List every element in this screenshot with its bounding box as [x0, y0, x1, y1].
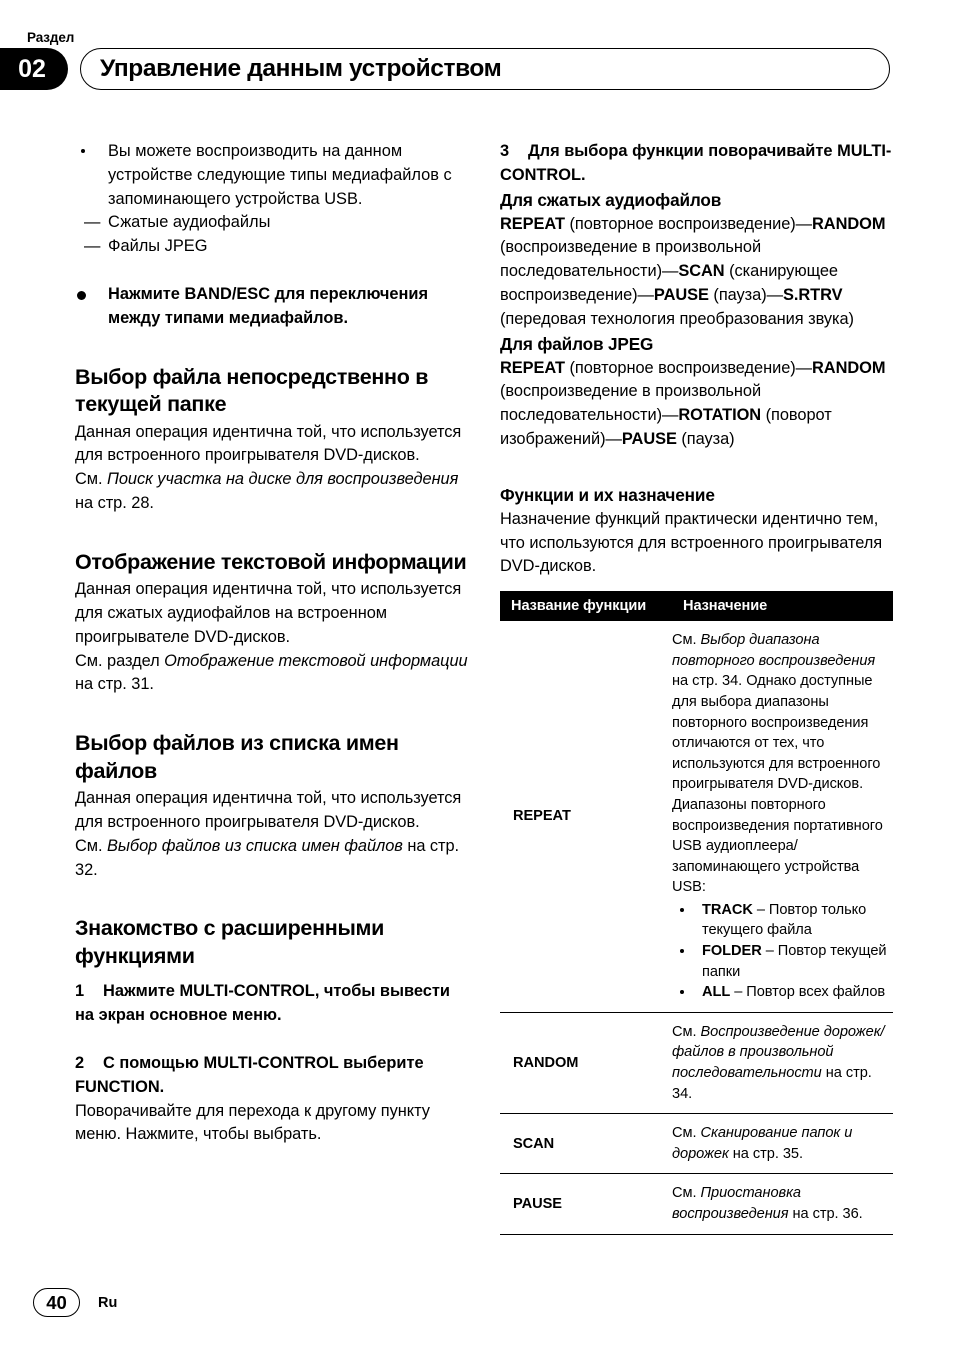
function-pause: PAUSE [621, 429, 677, 448]
function-repeat-desc: (повторное воспроизведение)— [564, 214, 813, 233]
step-3 [500, 140, 896, 188]
see-title: Сканирование папок и дорожек [672, 1125, 853, 1162]
spacer [75, 882, 471, 915]
table-row [500, 1012, 893, 1113]
table-cell-purpose [672, 621, 893, 1012]
see-prefix: См. [672, 632, 701, 649]
table-cell-function-name: RANDOM [500, 1012, 672, 1113]
jpeg-function-sequence [500, 357, 896, 452]
paragraph-select-file-in-folder: Данная операция идентична той, что используется для встроенного проигрывателя DVD-дисков. [75, 422, 462, 465]
audio-function-sequence [500, 213, 896, 332]
list-item [75, 140, 471, 211]
spacer [75, 697, 471, 730]
see-suffix: на стр. 34. [672, 1065, 872, 1102]
function-srtrv-desc: (передовая технология преобразования звука) [500, 309, 854, 328]
list-item [672, 900, 893, 941]
function-rotation-desc: (поворот изображений)— [500, 406, 832, 448]
step-3-text: Для выбора функции поворачивайте MULTI-CONTROL. [500, 142, 892, 184]
language-code: Ru [98, 1295, 118, 1311]
function-random: RANDOM [812, 358, 886, 377]
purpose-extra-text: Однако доступные для выбора диапазоны повторного воспроизведения отличаются от тех, что используются для встроенного проигрывателя DVD-дисков. Диапазоны повторного воспроизведения портативного USB аудиоплеера/запоминающего устройства USB: [672, 673, 883, 896]
functions-table [500, 591, 893, 1234]
range-desc-track: – Повтор только текущего файла [702, 901, 867, 939]
list-item [672, 982, 893, 1003]
paragraph-functions-and-purpose: Назначение функций практически идентично тем, что используются для встроенного проигрывателя DVD-дисков. [500, 509, 883, 576]
see-prefix: См. [672, 1185, 701, 1202]
em-dash-icon: — [84, 237, 101, 256]
spacer [75, 1028, 471, 1052]
table-row [500, 621, 893, 1012]
see-suffix: на стр. 31. [75, 675, 154, 694]
see-title: Выбор файлов из списка имен файлов [107, 836, 403, 855]
range-key-folder: FOLDER [702, 943, 762, 960]
page-footer [0, 1288, 954, 1328]
spacer [75, 516, 471, 549]
list-item [672, 941, 893, 982]
step-2 [75, 1052, 471, 1100]
band-esc-note [75, 283, 471, 331]
spacer [75, 259, 471, 283]
see-suffix: на стр. 28. [75, 493, 154, 512]
see-prefix: См. раздел [75, 651, 165, 670]
table-column-header-name: Название функции [500, 591, 672, 621]
function-random-desc: (воспроизведение в произвольной последовательности)— [500, 382, 762, 425]
see-suffix: на стр. 32. [75, 836, 460, 879]
range-key-all: ALL [702, 984, 731, 1001]
function-pause-desc: (пауза)— [708, 285, 783, 304]
bullet-dot-icon [680, 949, 684, 953]
right-column [500, 140, 896, 1235]
cross-reference-3 [75, 835, 471, 883]
function-scan-desc: (сканирующее воспроизведение)— [500, 262, 838, 304]
bullet-dot-icon [680, 990, 684, 994]
paragraph-select-from-filename-list: Данная операция идентична той, что используется для встроенного проигрывателя DVD-дисков. [75, 789, 462, 832]
bullet-dot-icon [81, 149, 85, 153]
see-prefix: См. [672, 1023, 701, 1040]
heading-advanced-functions: Знакомство с расширенными функциями [75, 916, 385, 968]
function-scan: SCAN [678, 262, 725, 281]
filled-bullet-icon [77, 291, 86, 300]
see-title: Выбор диапазона повторного воспроизведения [672, 632, 876, 669]
list-item [75, 211, 471, 235]
repeat-range-list [672, 900, 893, 1003]
step-1-number: 1 [75, 982, 85, 1001]
table-header-row [500, 591, 893, 621]
table-row [500, 1174, 893, 1234]
see-prefix: См. [75, 836, 108, 855]
step-2-text: С помощью MULTI-CONTROL выберите FUNCTION. [75, 1054, 424, 1096]
function-repeat: REPEAT [500, 358, 565, 377]
step-1 [75, 980, 471, 1028]
function-repeat-desc: (повторное воспроизведение)— [564, 358, 813, 377]
heading-text-information-display: Отображение текстовой информации [75, 549, 467, 574]
see-title: Отображение текстовой информации [164, 651, 468, 670]
table-cell-purpose [672, 1174, 893, 1234]
range-key-track: TRACK [702, 901, 753, 918]
function-pause: PAUSE [653, 285, 709, 304]
see-suffix: на стр. 35. [728, 1145, 803, 1162]
see-prefix: См. [75, 470, 108, 489]
table-cell-purpose [672, 1012, 893, 1113]
function-pause-desc: (пауза) [676, 429, 735, 448]
intro-bullet-list [75, 140, 471, 211]
function-srtrv: S.RTRV [782, 285, 843, 304]
step-1-text: Нажмите MULTI-CONTROL, чтобы вывести на экран основное меню. [75, 982, 450, 1025]
left-column [75, 140, 471, 1147]
step-2-number: 2 [75, 1054, 85, 1073]
step-2-description: Поворачивайте для перехода к другому пункту меню. Нажмите, чтобы выбрать. [75, 1101, 430, 1144]
subheading-jpeg-files: Для файлов JPEG [500, 333, 654, 354]
table-row [500, 1114, 893, 1174]
range-desc-folder: – Повтор текущей папки [702, 943, 887, 980]
subheading-compressed-audio: Для сжатых аудиофайлов [500, 189, 722, 210]
step-3-number: 3 [500, 142, 510, 160]
heading-select-from-filename-list: Выбор файлов из списка имен файлов [75, 731, 399, 783]
see-title: Приостановка воспроизведения [672, 1185, 801, 1222]
table-cell-function-name: PAUSE [500, 1174, 672, 1234]
spacer [500, 452, 896, 483]
table-cell-function-name: SCAN [500, 1114, 672, 1174]
see-title: Воспроизведение дорожек/файлов в произвольной последовательности [672, 1023, 885, 1082]
sub-item-label: Сжатые аудиофайлы [108, 213, 271, 232]
band-esc-note-text: Нажмите BAND/ESC для переключения между типами медиафайлов. [108, 284, 429, 327]
spacer [75, 972, 471, 980]
em-dash-icon: — [84, 213, 101, 232]
see-suffix: на стр. 36. [788, 1206, 863, 1222]
see-title: Поиск участка на диске для воспроизведения [107, 470, 459, 489]
page-number-badge: 40 [33, 1288, 80, 1317]
function-random: RANDOM [812, 214, 886, 233]
heading-select-file-in-folder: Выбор файла непосредственно в текущей папке [75, 364, 429, 417]
function-rotation: ROTATION [678, 406, 762, 425]
bullet-dot-icon [680, 908, 684, 912]
spacer [75, 331, 471, 364]
paragraph-text-information-display: Данная операция идентична той, что используется для сжатых аудиофайлов на встроенном проигрывателе DVD-дисков. [75, 580, 462, 646]
table-cell-purpose [672, 1114, 893, 1174]
list-item [75, 235, 471, 259]
table-column-header-purpose: Назначение [672, 591, 893, 621]
function-repeat: REPEAT [500, 214, 565, 233]
subheading-functions-and-purpose: Функции и их назначение [500, 484, 715, 505]
cross-reference-1 [75, 468, 471, 516]
sub-item-label: Файлы JPEG [108, 237, 208, 256]
page-header [0, 30, 954, 102]
page-title: Управление данным устройством [100, 55, 502, 82]
table-cell-function-name: REPEAT [500, 621, 672, 1012]
range-desc-all: – Повтор всех файлов [730, 984, 886, 1001]
section-number-badge: 02 [0, 48, 68, 90]
intro-bullet-text: Вы можете воспроизводить на данном устройстве следующие типы медиафайлов с запоминающего устройства USB. [108, 142, 452, 208]
see-suffix: на стр. 34. [672, 673, 743, 690]
see-prefix: См. [672, 1125, 701, 1142]
section-label: Раздел [27, 30, 75, 45]
cross-reference-2 [75, 650, 471, 698]
function-random-desc: (воспроизведение в произвольной последовательности)— [500, 238, 762, 281]
